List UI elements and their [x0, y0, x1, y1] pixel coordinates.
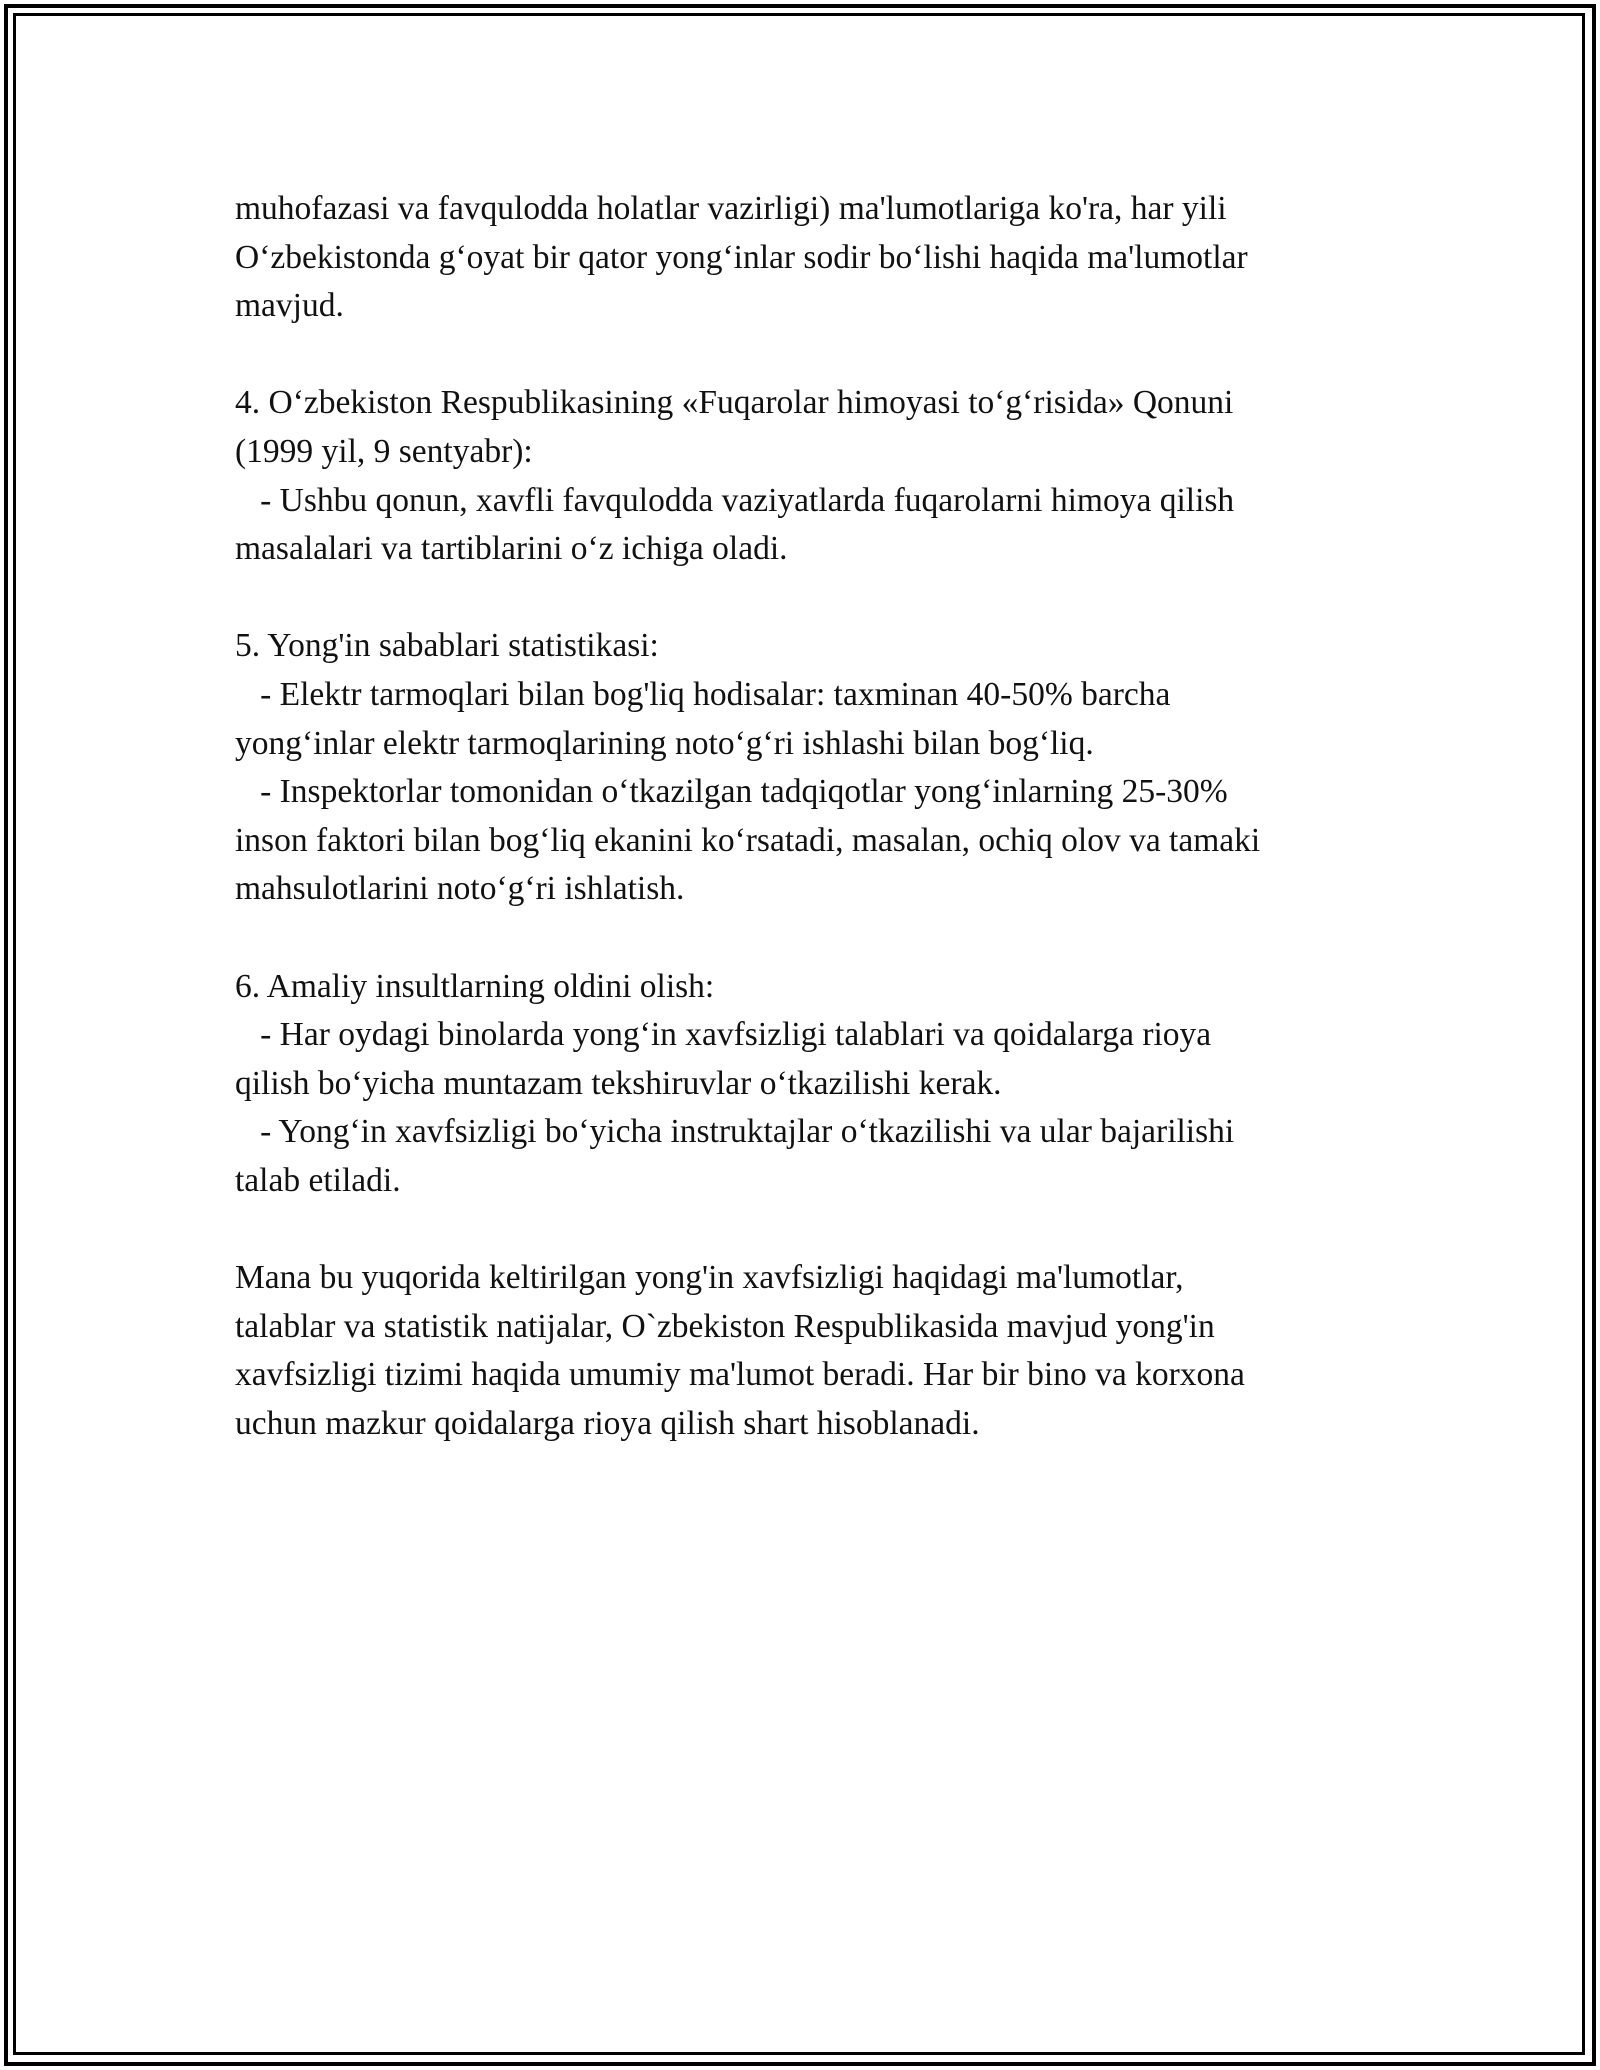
- bullet-line: - Inspektorlar tomonidan o‘tkazilgan tadqiqotlar yong‘inlarning 25-30%: [235, 773, 1228, 811]
- section-5-fire-cause-statistics: [235, 622, 1385, 914]
- text-line: mahsulotlarini noto‘g‘ri ishlatish.: [235, 870, 685, 908]
- text-line: inson faktori bilan bog‘liq ekanini ko‘rsatadi, masalan, ochiq olov va tamaki: [235, 821, 1261, 859]
- text-line: Mana bu yuqorida keltirilgan yong'in xavfsizligi haqidagi ma'lumotlar,: [235, 1259, 1184, 1297]
- text-line: talab etiladi.: [235, 1161, 401, 1199]
- document-body: [235, 185, 1385, 1448]
- text-line: (1999 yil, 9 sentyabr):: [235, 432, 533, 470]
- text-line: uchun mazkur qoidalarga rioya qilish shart hisoblanadi.: [235, 1404, 980, 1442]
- bullet-line: - Ushbu qonun, xavfli favqulodda vaziyatlarda fuqarolarni himoya qilish: [235, 481, 1235, 519]
- bullet-line: - Har oydagi binolarda yong‘in xavfsizligi talablari va qoidalarga rioya: [235, 1016, 1212, 1054]
- text-line: masalalari va tartiblarini o‘z ichiga oladi.: [235, 530, 788, 568]
- bullet-line: - Yong‘in xavfsizligi bo‘yicha instruktajlar o‘tkazilishi va ular bajarilishi: [235, 1113, 1235, 1151]
- section-heading: 5. Yong'in sabablari statistikasi:: [235, 627, 659, 665]
- section-4-civil-protection-law: [235, 379, 1385, 573]
- text-line: xavfsizligi tizimi haqida umumiy ma'lumot beradi. Har bir bino va korxona: [235, 1356, 1245, 1394]
- text-line: muhofazasi va favqulodda holatlar vazirligi) ma'lumotlariga ko'ra, har yili: [235, 190, 1227, 227]
- section-heading: 6. Amaliy insultlarning oldini olish:: [235, 967, 715, 1005]
- text-line: talablar va statistik natijalar, O`zbekiston Respublikasida mavjud yong'in: [235, 1307, 1215, 1345]
- intro-paragraph: [235, 185, 1385, 331]
- paragraph-spacer: [235, 574, 1385, 623]
- section-6-prevention: [235, 963, 1385, 1206]
- conclusion-paragraph: [235, 1254, 1385, 1448]
- text-line: yong‘inlar elektr tarmoqlarining noto‘g‘ri ishlashi bilan bog‘liq.: [235, 724, 1094, 762]
- paragraph-spacer: [235, 331, 1385, 380]
- paragraph-spacer: [235, 1205, 1385, 1254]
- text-line: qilish bo‘yicha muntazam tekshiruvlar o‘tkazilishi kerak.: [235, 1064, 1002, 1102]
- paragraph-spacer: [235, 914, 1385, 963]
- text-line: O‘zbekistonda g‘oyat bir qator yong‘inlar sodir bo‘lishi haqida ma'lumotlar: [235, 238, 1248, 276]
- section-heading: 4. O‘zbekiston Respublikasining «Fuqarolar himoyasi to‘g‘risida» Qonuni: [235, 384, 1234, 422]
- bullet-line: - Elektr tarmoqlari bilan bog'liq hodisalar: taxminan 40-50% barcha: [235, 675, 1171, 713]
- text-line: mavjud.: [235, 287, 344, 325]
